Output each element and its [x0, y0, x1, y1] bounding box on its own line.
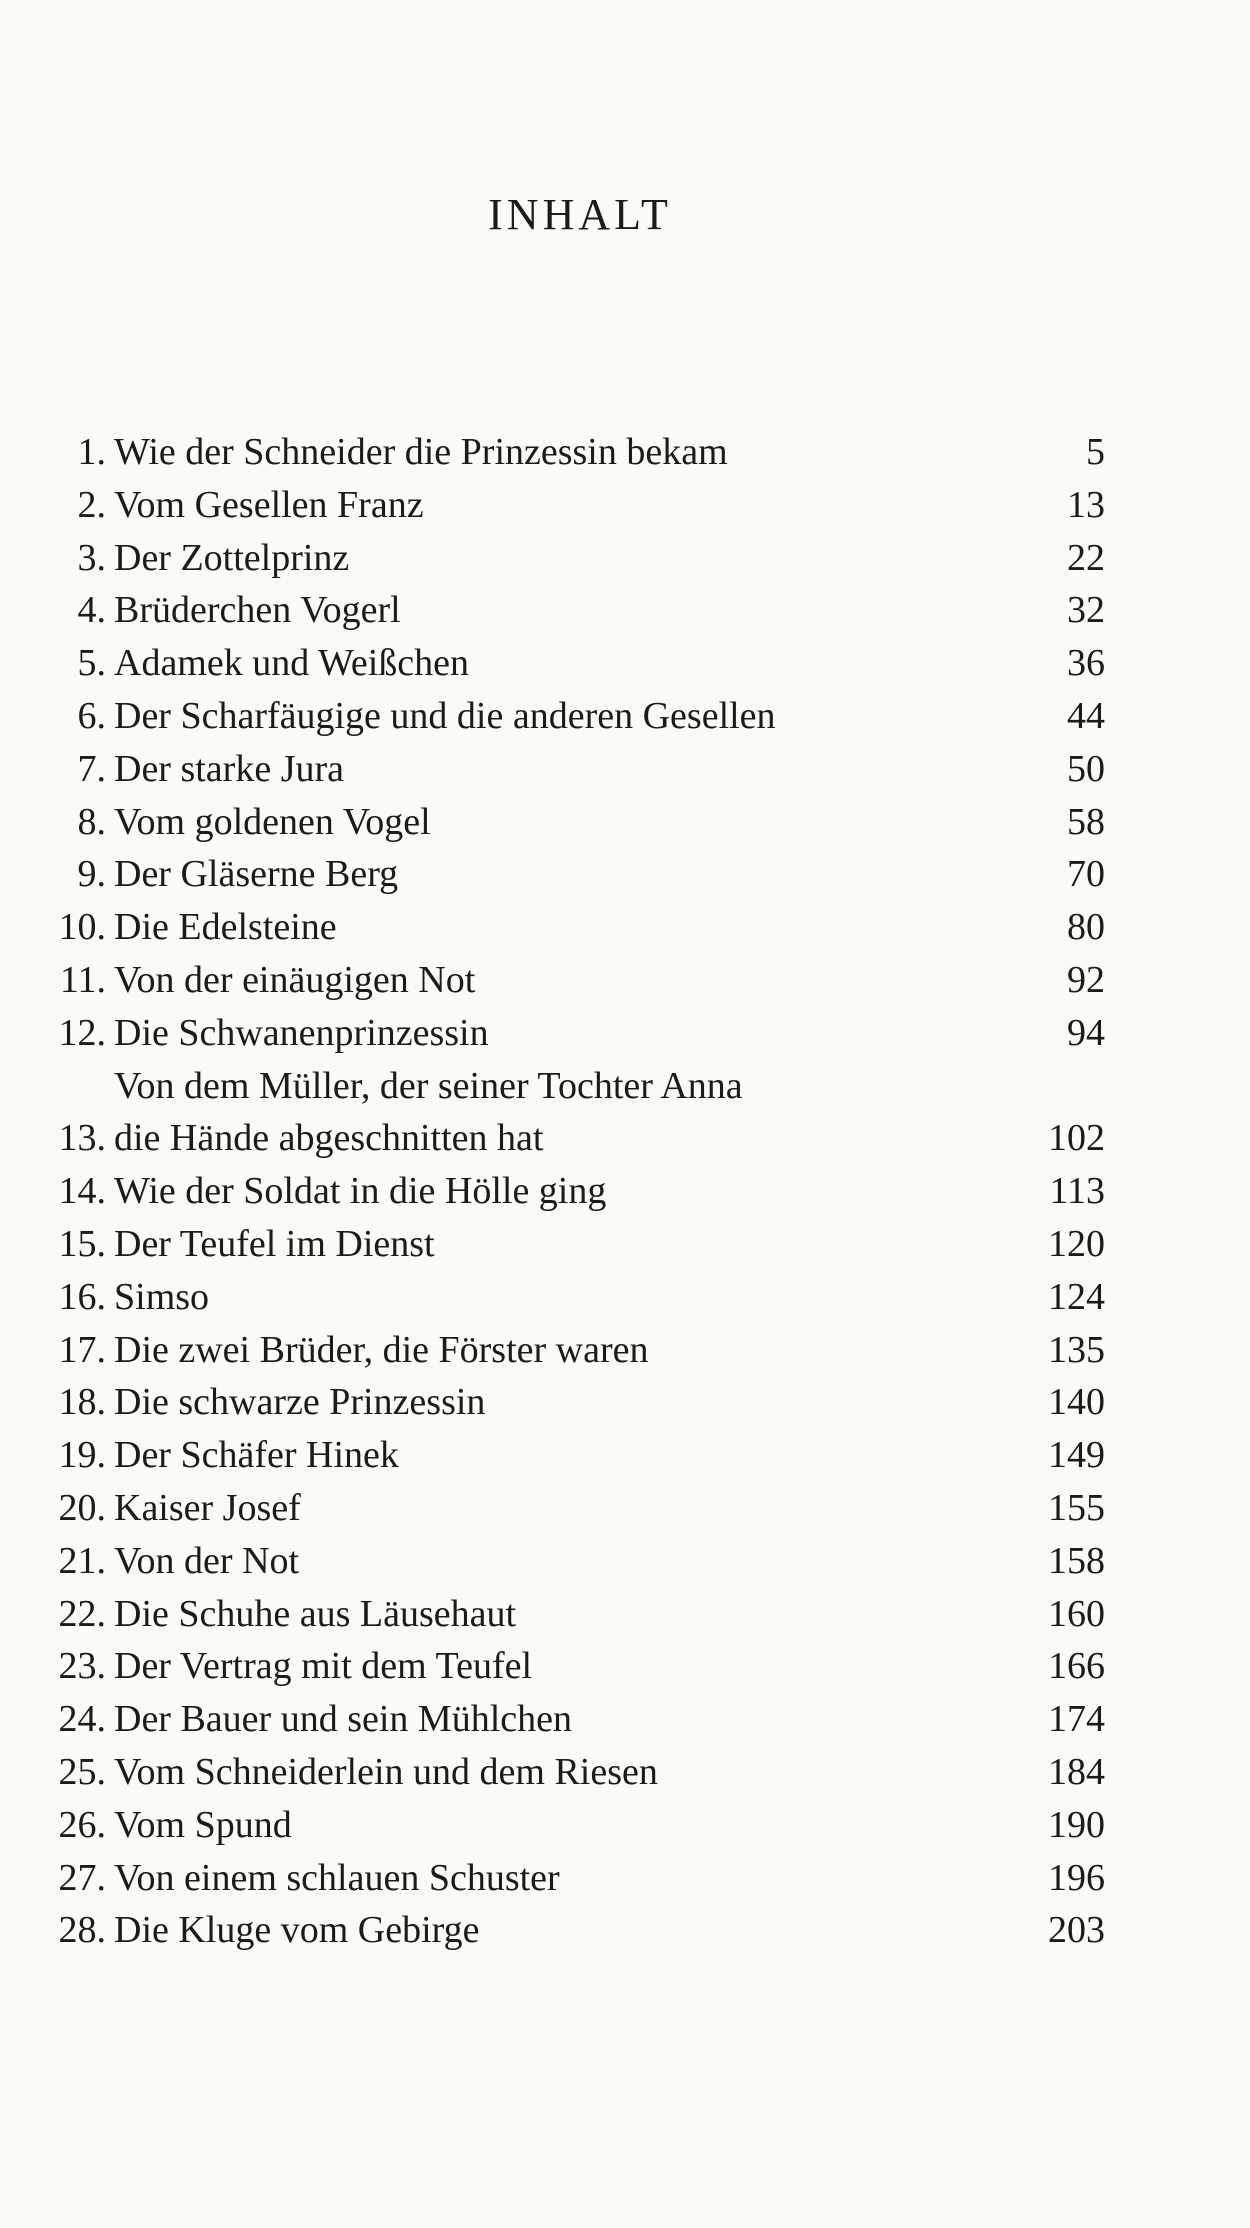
entry-title-line: Von einem schlauen Schuster — [114, 1856, 560, 1899]
entry-title-line: Die Schuhe aus Läusehaut — [114, 1592, 517, 1635]
entry-number: 14. — [58, 1170, 106, 1213]
entry-number: 1. — [77, 431, 106, 473]
entry-title-line: Von der Not — [114, 1539, 300, 1582]
toc-entry — [40, 1060, 1105, 1166]
entry-page-number: 124 — [1048, 1275, 1105, 1318]
toc-entry — [40, 848, 1105, 901]
entry-title-line: Die Schwanenprinzessin — [114, 1011, 489, 1054]
entry-title-line: Der Vertrag mit dem Teufel — [114, 1645, 533, 1688]
toc-entry — [40, 1429, 1105, 1482]
entry-title-line: Von dem Müller, der seiner Tochter Anna — [114, 1064, 743, 1107]
toc-entry — [40, 1218, 1105, 1271]
entry-title-line: Die zwei Brüder, die Förster waren — [114, 1328, 649, 1371]
entry-page-number: 44 — [1067, 694, 1105, 737]
toc-entry — [40, 901, 1105, 954]
entry-number: 12. — [58, 1011, 106, 1054]
entry-title — [114, 1904, 985, 1957]
entry-number: 13. — [58, 1117, 106, 1160]
entry-page-number: 149 — [1048, 1434, 1105, 1477]
entry-page-number: 22 — [1067, 536, 1105, 579]
entry-title — [114, 1482, 985, 1535]
entry-page-number: 50 — [1067, 747, 1105, 790]
entry-number: 16. — [58, 1275, 106, 1318]
entry-title-line: Wie der Soldat in die Hölle ging — [114, 1170, 607, 1213]
entry-number: 20. — [58, 1486, 106, 1529]
entry-page-number: 158 — [1048, 1539, 1105, 1582]
entry-number: 4. — [77, 589, 106, 632]
entry-title-line: Vom goldenen Vogel — [114, 800, 431, 843]
toc-entry — [40, 1271, 1105, 1324]
entry-page-number: 94 — [1067, 1011, 1105, 1054]
entry-number: 10. — [58, 906, 106, 949]
toc-entry — [40, 1482, 1105, 1535]
entry-number: 11. — [59, 958, 106, 1001]
entry-number: 5. — [77, 642, 106, 685]
entry-number: 7. — [77, 747, 106, 790]
entry-title-line: Vom Schneiderlein und dem Riesen — [114, 1750, 658, 1793]
toc-entry — [40, 743, 1105, 796]
entry-number: 15. — [58, 1222, 106, 1265]
toc-entry — [40, 532, 1105, 585]
entry-page-number: 184 — [1048, 1750, 1105, 1793]
toc-entry — [40, 584, 1105, 637]
entry-number: 9. — [77, 853, 106, 896]
entry-title — [114, 584, 985, 637]
entry-title — [114, 1693, 985, 1746]
table-of-contents — [40, 426, 1105, 1957]
entry-page-number: 113 — [1049, 1170, 1105, 1213]
toc-entry — [40, 1904, 1105, 1957]
entry-page-number: 80 — [1067, 906, 1105, 949]
entry-title — [114, 1640, 985, 1693]
toc-entry — [40, 690, 1105, 743]
entry-page-number: 5 — [1086, 431, 1105, 473]
entry-title-line: Der Teufel im Dienst — [114, 1222, 435, 1265]
toc-entry — [40, 1640, 1105, 1693]
entry-page-number: 160 — [1048, 1592, 1105, 1635]
entry-number: 26. — [58, 1803, 106, 1846]
entry-page-number: 155 — [1048, 1486, 1105, 1529]
entry-number: 23. — [58, 1645, 106, 1688]
page-title: INHALT — [488, 190, 672, 240]
entry-number: 18. — [58, 1381, 106, 1424]
entry-number: 3. — [77, 536, 106, 579]
entry-title-line: Der Zottelprinz — [114, 536, 350, 579]
entry-title-line: Der Bauer und sein Mühlchen — [114, 1698, 572, 1741]
entry-page-number: 102 — [1048, 1117, 1105, 1160]
entry-title-line: Von der einäugigen Not — [114, 958, 476, 1001]
entry-title-line: Der starke Jura — [114, 747, 345, 790]
entry-page-number: 92 — [1067, 958, 1105, 1001]
entry-title — [114, 1429, 985, 1482]
entry-number: 6. — [77, 694, 106, 737]
entry-title — [114, 690, 985, 743]
entry-title-line: Die schwarze Prinzessin — [114, 1381, 486, 1424]
toc-entry — [40, 1324, 1105, 1377]
entry-page-number: 135 — [1048, 1328, 1105, 1371]
entry-title-line: Simso — [114, 1275, 210, 1318]
entry-page-number: 32 — [1067, 589, 1105, 632]
entry-page-number: 13 — [1067, 483, 1105, 526]
entry-title — [114, 1799, 985, 1852]
entry-title-line: Vom Gesellen Franz — [114, 483, 424, 526]
toc-entry — [40, 1799, 1105, 1852]
entry-title — [114, 848, 985, 901]
toc-entry — [40, 1693, 1105, 1746]
toc-entry — [40, 1165, 1105, 1218]
entry-title — [114, 901, 985, 954]
entry-title — [114, 1852, 985, 1905]
toc-entry — [40, 637, 1105, 690]
entry-title-line: Die Edelsteine — [114, 906, 337, 949]
entry-title — [114, 954, 985, 1007]
entry-page-number: 174 — [1048, 1698, 1105, 1741]
entry-title-line: Vom Spund — [114, 1803, 292, 1846]
entry-page-number: 166 — [1048, 1645, 1105, 1688]
entry-title — [114, 1271, 985, 1324]
toc-entry — [40, 1852, 1105, 1905]
entry-title-line: Der Schäfer Hinek — [114, 1434, 399, 1477]
entry-number: 8. — [77, 800, 106, 843]
entry-title — [114, 479, 985, 532]
toc-entry — [40, 796, 1105, 849]
entry-title — [114, 426, 985, 479]
toc-entry — [40, 1376, 1105, 1429]
entry-title — [114, 1746, 985, 1799]
entry-title-line: Adamek und Weißchen — [114, 642, 470, 685]
entry-number: 19. — [58, 1434, 106, 1477]
entry-title-line: Wie der Schneider die Prinzessin bekam — [114, 431, 728, 473]
entry-page-number: 196 — [1048, 1856, 1105, 1899]
entry-page-number: 120 — [1048, 1222, 1105, 1265]
entry-number: 21. — [58, 1539, 106, 1582]
entry-page-number: 190 — [1048, 1803, 1105, 1846]
entry-title — [114, 1324, 985, 1377]
entry-title — [114, 1588, 985, 1641]
entry-title — [114, 743, 985, 796]
toc-entry — [40, 1535, 1105, 1588]
entry-title — [114, 637, 985, 690]
entry-number: 2. — [77, 483, 106, 526]
entry-page-number: 36 — [1067, 642, 1105, 685]
entry-title-line: Der Scharfäugige und die anderen Gesellen — [114, 694, 776, 737]
entry-title-line: Kaiser Josef — [114, 1486, 301, 1529]
toc-entry — [40, 479, 1105, 532]
entry-title-line: Brüderchen Vogerl — [114, 589, 401, 632]
entry-number: 27. — [58, 1856, 106, 1899]
entry-number: 25. — [58, 1750, 106, 1793]
toc-entry — [40, 426, 1105, 479]
toc-entry — [40, 954, 1105, 1007]
entry-number: 28. — [58, 1909, 106, 1952]
entry-title — [114, 532, 985, 585]
entry-title — [114, 1218, 985, 1271]
entry-title — [114, 1165, 985, 1218]
entry-title — [114, 1535, 985, 1588]
toc-entry — [40, 1007, 1105, 1060]
entry-page-number: 58 — [1067, 800, 1105, 843]
entry-page-number: 140 — [1048, 1381, 1105, 1424]
entry-number: 17. — [58, 1328, 106, 1371]
entry-page-number: 203 — [1048, 1909, 1105, 1952]
entry-title — [114, 1376, 985, 1429]
entry-title — [114, 1060, 985, 1166]
entry-title — [114, 1007, 985, 1060]
toc-entry — [40, 1746, 1105, 1799]
entry-number: 22. — [58, 1592, 106, 1635]
entry-title-line: Die Kluge vom Gebirge — [114, 1909, 480, 1952]
entry-title-line: Der Gläserne Berg — [114, 853, 399, 896]
entry-title-line: die Hände abgeschnitten hat — [114, 1117, 544, 1160]
entry-page-number: 70 — [1067, 853, 1105, 896]
toc-entry — [40, 1588, 1105, 1641]
entry-number: 24. — [58, 1698, 106, 1741]
entry-title — [114, 796, 985, 849]
